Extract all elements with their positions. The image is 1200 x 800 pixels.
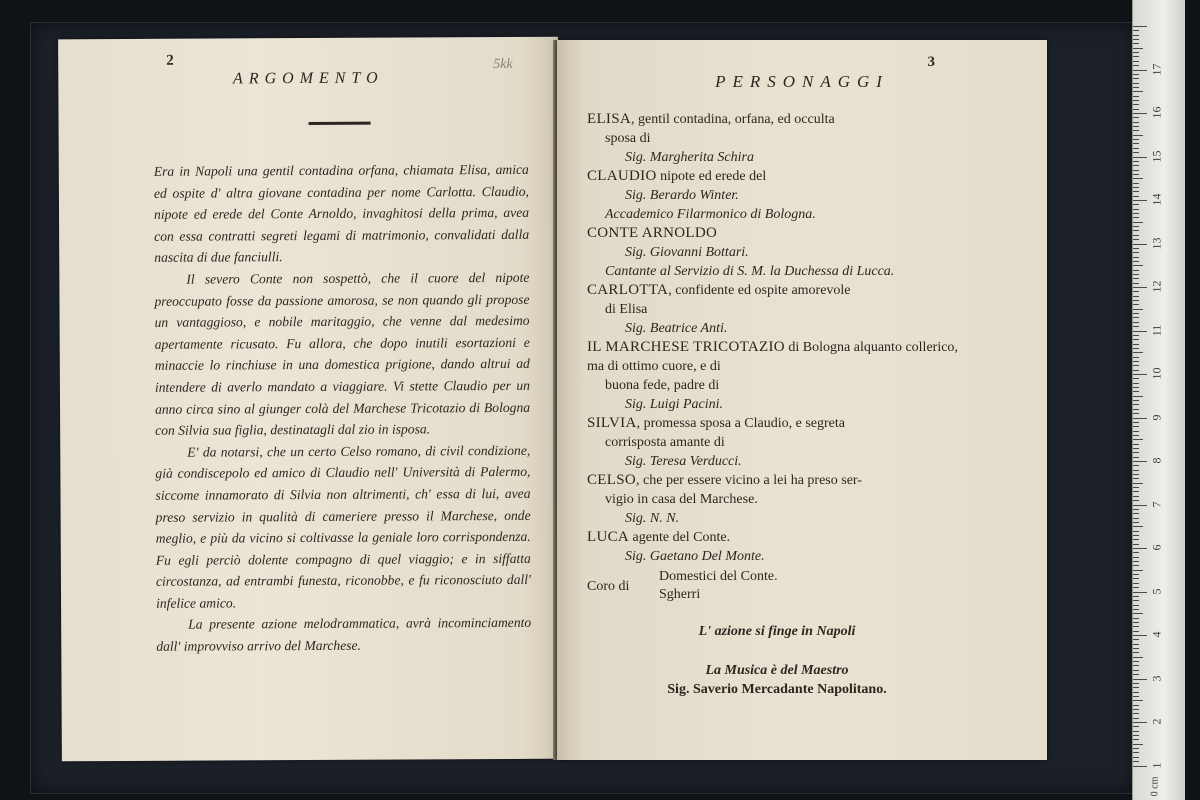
character-name: LUCA xyxy=(587,529,630,545)
ruler-tick xyxy=(1133,596,1139,597)
right-page xyxy=(557,40,1047,760)
ruler-tick xyxy=(1133,135,1143,136)
ruler-tick xyxy=(1133,222,1143,223)
ruler-number: 3 xyxy=(1149,675,1164,681)
ruler-tick xyxy=(1133,352,1143,353)
ruler-tick xyxy=(1133,309,1143,310)
ruler-tick xyxy=(1133,74,1139,75)
ruler-tick xyxy=(1133,387,1139,388)
ruler-tick xyxy=(1133,174,1139,175)
character-name: CELSO xyxy=(587,472,637,488)
ruler-tick xyxy=(1133,170,1139,171)
ruler-tick xyxy=(1133,470,1139,471)
setting-line: L' azione si finge in Napoli xyxy=(698,624,856,639)
coro-block xyxy=(587,568,967,604)
ruler-tick xyxy=(1133,391,1139,392)
ruler-tick xyxy=(1133,413,1139,414)
ruler-tick xyxy=(1133,370,1139,371)
ruler-tick xyxy=(1133,522,1139,523)
ruler-tick xyxy=(1133,100,1139,101)
singer-name: Sig. Berardo Winter. xyxy=(625,188,739,203)
ruler-tick xyxy=(1133,157,1147,158)
ruler-tick xyxy=(1133,644,1139,645)
character-name: CONTE ARNOLDO xyxy=(587,225,718,241)
ruler-tick xyxy=(1133,113,1147,114)
ruler-tick xyxy=(1133,191,1139,192)
ruler-tick xyxy=(1133,465,1139,466)
ruler-tick xyxy=(1133,578,1139,579)
ruler-tick xyxy=(1133,48,1143,49)
ruler-tick xyxy=(1133,648,1139,649)
character-name: ELISA xyxy=(587,111,631,127)
ruler-tick xyxy=(1133,200,1147,201)
singer-name: Sig. Gaetano Del Monte. xyxy=(625,549,765,564)
character-name: SILVIA xyxy=(587,415,637,431)
ruler-tick xyxy=(1133,396,1143,397)
ruler-tick xyxy=(1133,679,1147,680)
ruler-tick xyxy=(1133,574,1139,575)
ruler-tick xyxy=(1133,404,1139,405)
ruler-tick xyxy=(1133,609,1139,610)
ruler-tick xyxy=(1133,35,1139,36)
ruler-tick xyxy=(1133,96,1139,97)
ruler-tick xyxy=(1133,748,1139,749)
ruler-tick xyxy=(1133,539,1139,540)
ruler-tick xyxy=(1133,491,1139,492)
character-description: , che per essere vicino a lei ha preso ser- xyxy=(636,473,862,488)
ruler-tick xyxy=(1133,696,1139,697)
ruler-tick xyxy=(1133,639,1139,640)
character-description: di Bologna alquanto collerico, ma di ottimo cuore, e di xyxy=(587,340,958,374)
measurement-ruler xyxy=(1132,0,1185,800)
ruler-tick xyxy=(1133,83,1139,84)
ruler-tick xyxy=(1133,761,1139,762)
ruler-tick xyxy=(1133,361,1139,362)
ruler-tick xyxy=(1133,713,1139,714)
ruler-tick xyxy=(1133,265,1143,266)
character-entry xyxy=(587,338,967,414)
ruler-tick xyxy=(1133,513,1139,514)
ruler-tick xyxy=(1133,665,1139,666)
ruler-tick xyxy=(1133,605,1139,606)
singer-note: Accademico Filarmonico di Bologna. xyxy=(605,207,816,222)
ruler-tick xyxy=(1133,235,1139,236)
ruler-number: 11 xyxy=(1149,324,1164,336)
ruler-tick xyxy=(1133,270,1139,271)
ruler-tick xyxy=(1133,409,1139,410)
ruler-tick xyxy=(1133,622,1139,623)
heading-rule xyxy=(309,122,371,125)
character-entry xyxy=(587,471,967,528)
ruler-tick xyxy=(1133,444,1139,445)
ruler-tick xyxy=(1133,331,1147,332)
ruler-tick xyxy=(1133,570,1143,571)
ruler-tick xyxy=(1133,117,1139,118)
coro-item: Sgherri xyxy=(659,587,701,602)
paragraph-4: La presente azione melodrammatica, avrà incominciamento dall' improvviso arrivo del Marchese. xyxy=(156,615,532,654)
ruler-tick xyxy=(1133,56,1139,57)
music-line-2: Sig. Saverio Mercadante Napolitano. xyxy=(667,682,887,697)
ruler-tick xyxy=(1133,122,1139,123)
ruler-tick xyxy=(1133,91,1143,92)
ruler-tick xyxy=(1133,657,1143,658)
ruler-tick xyxy=(1133,518,1139,519)
music-line-1: La Musica è del Maestro xyxy=(705,663,849,678)
character-entry xyxy=(587,414,967,471)
ruler-tick xyxy=(1133,587,1139,588)
ruler-number: 13 xyxy=(1149,237,1164,249)
ruler-tick xyxy=(1133,718,1139,719)
ruler-tick xyxy=(1133,239,1139,240)
ruler-tick xyxy=(1133,261,1139,262)
character-description: , promessa sposa a Claudio, e segreta xyxy=(636,416,845,431)
character-description-cont: buona fede, padre di xyxy=(605,378,720,393)
ruler-tick xyxy=(1133,709,1139,710)
ruler-tick xyxy=(1133,296,1139,297)
ruler-tick xyxy=(1133,187,1139,188)
ruler-tick xyxy=(1133,618,1139,619)
ruler-tick xyxy=(1133,209,1139,210)
ruler-tick xyxy=(1133,426,1139,427)
character-entry xyxy=(587,224,967,281)
ruler-number: 1 xyxy=(1149,762,1164,768)
ruler-tick xyxy=(1133,722,1147,723)
ruler-tick xyxy=(1133,439,1143,440)
ruler-tick xyxy=(1133,43,1139,44)
ruler-tick xyxy=(1133,592,1147,593)
right-page-heading: PERSONAGGI xyxy=(715,72,889,91)
ruler-tick xyxy=(1133,431,1139,432)
left-page xyxy=(58,37,562,762)
paragraph-1: Era in Napoli una gentil contadina orfana, chiamata Elisa, amica ed ospite d' altra giovane contadina per nome Carlotta. Claudio, nipote ed erede del Conte Arnoldo, invaghitosi della prima, avea con essa contratti segreti legami di matrimonio, convalidati dalla nascita di due fanciulli. xyxy=(153,161,530,266)
character-entry xyxy=(587,167,967,224)
ruler-tick xyxy=(1133,161,1139,162)
singer-name: Sig. Luigi Pacini. xyxy=(625,397,723,412)
ruler-tick xyxy=(1133,152,1139,153)
ruler-tick xyxy=(1133,478,1139,479)
ruler-unit: 0 cm xyxy=(1149,776,1161,797)
ruler-tick xyxy=(1133,65,1139,66)
ruler-tick xyxy=(1133,165,1139,166)
ruler-tick xyxy=(1133,274,1139,275)
ruler-tick xyxy=(1133,183,1139,184)
coro-item: Domestici del Conte. xyxy=(659,569,778,584)
ruler-tick xyxy=(1133,561,1139,562)
singer-name: Sig. Teresa Verducci. xyxy=(625,454,742,469)
character-description: , confidente ed ospite amorevole xyxy=(668,283,851,298)
ruler-tick xyxy=(1133,322,1139,323)
ruler-tick xyxy=(1133,474,1139,475)
ruler-tick xyxy=(1133,544,1139,545)
ruler-tick xyxy=(1133,635,1147,636)
ruler-tick xyxy=(1133,557,1139,558)
ruler-number: 4 xyxy=(1149,631,1164,638)
ruler-tick xyxy=(1133,196,1139,197)
ruler-number: 6 xyxy=(1149,544,1164,551)
ruler-tick xyxy=(1133,378,1139,379)
coro-label: Coro di xyxy=(587,578,630,594)
ruler-tick xyxy=(1133,726,1139,727)
ruler-tick xyxy=(1133,230,1139,231)
ruler-tick xyxy=(1133,87,1139,88)
ruler-tick xyxy=(1133,30,1139,31)
ruler-tick xyxy=(1133,291,1139,292)
ruler-tick xyxy=(1133,357,1139,358)
ruler-tick xyxy=(1133,418,1147,419)
ruler-tick xyxy=(1133,744,1143,745)
ruler-tick xyxy=(1133,548,1147,549)
ruler-tick xyxy=(1133,252,1139,253)
ruler-tick xyxy=(1133,670,1139,671)
ruler-tick xyxy=(1133,400,1139,401)
ruler-tick xyxy=(1133,500,1139,501)
ruler-tick xyxy=(1133,300,1139,301)
ruler-tick xyxy=(1133,731,1139,732)
ruler-tick xyxy=(1133,683,1139,684)
ruler-tick xyxy=(1133,148,1139,149)
character-description-cont: di Elisa xyxy=(605,302,648,317)
left-page-heading: ARGOMENTO xyxy=(232,69,384,88)
singer-name: Sig. N. N. xyxy=(625,511,680,526)
ruler-tick xyxy=(1133,130,1139,131)
ruler-tick xyxy=(1133,52,1139,53)
ruler-tick xyxy=(1133,700,1143,701)
ruler-tick xyxy=(1133,631,1139,632)
ruler-number: 15 xyxy=(1149,150,1164,162)
character-entry xyxy=(587,281,967,338)
ruler-tick xyxy=(1133,213,1139,214)
ruler-tick xyxy=(1133,526,1143,527)
ruler-number: 10 xyxy=(1149,367,1164,380)
paragraph-2: Il severo Conte non sospettò, che il cuore del nipote preoccupato fosse da passione amorosa, se non quando gli propose un vantaggioso, e nobile maritaggio, che venne dal medesimo apertamente ricusato. Fu allora, che dopo inutili esortazioni e minaccie lo rinchiuse in una domestica prigione, dando altrui ad intendere di averlo mandato a viaggiare. Vi stette Claudio per un anno circa sino al giunger colà del Marchese Tricotazio di Bologna con Silvia sua figlia, destinatagli dal zio in isposa. xyxy=(154,269,531,438)
left-page-number: 2 xyxy=(166,52,174,69)
ruler-tick xyxy=(1133,109,1139,110)
character-name: CLAUDIO xyxy=(587,168,657,184)
ruler-tick xyxy=(1133,496,1139,497)
ruler-tick xyxy=(1133,317,1139,318)
singer-name: Sig. Margherita Schira xyxy=(625,150,754,165)
character-description-cont: corrisposta amante di xyxy=(605,435,725,450)
ruler-tick xyxy=(1133,335,1139,336)
ruler-tick xyxy=(1133,287,1147,288)
ruler-tick xyxy=(1133,705,1139,706)
ruler-tick xyxy=(1133,61,1139,62)
ruler-tick xyxy=(1133,248,1139,249)
ruler-tick xyxy=(1133,126,1139,127)
ruler-tick xyxy=(1133,531,1139,532)
ruler-tick xyxy=(1133,552,1139,553)
ruler-tick xyxy=(1133,661,1139,662)
ruler-tick xyxy=(1133,422,1139,423)
characters-list xyxy=(587,110,967,699)
ruler-tick xyxy=(1133,313,1139,314)
character-name: CARLOTTA xyxy=(587,282,669,298)
right-page-number: 3 xyxy=(927,54,935,70)
ruler-tick xyxy=(1133,339,1139,340)
character-entry xyxy=(587,528,967,566)
argomento-text xyxy=(154,159,532,658)
ruler-tick xyxy=(1133,652,1139,653)
ruler-number: 12 xyxy=(1149,280,1164,293)
ruler-tick xyxy=(1133,757,1139,758)
character-description: agente del Conte. xyxy=(629,530,731,545)
ruler-tick xyxy=(1133,766,1147,767)
ruler-tick xyxy=(1133,583,1139,584)
singer-name: Sig. Beatrice Anti. xyxy=(625,321,728,336)
pencil-note: 5kk xyxy=(493,56,513,73)
ruler-tick xyxy=(1133,674,1139,675)
ruler-tick xyxy=(1133,226,1139,227)
ruler-tick xyxy=(1133,244,1147,245)
ruler-tick xyxy=(1133,461,1147,462)
character-name: IL MARCHESE TRICOTAZIO xyxy=(587,339,785,355)
ruler-tick xyxy=(1133,365,1139,366)
ruler-number: 7 xyxy=(1149,501,1164,507)
ruler-tick xyxy=(1133,626,1139,627)
ruler-tick xyxy=(1133,143,1139,144)
ruler-tick xyxy=(1133,535,1139,536)
ruler-tick xyxy=(1133,448,1139,449)
character-description: , gentil contadina, orfana, ed occulta xyxy=(631,112,835,127)
character-description: nipote ed erede del xyxy=(656,169,767,184)
ruler-tick xyxy=(1133,278,1139,279)
ruler-tick xyxy=(1133,217,1139,218)
ruler-tick xyxy=(1133,139,1139,140)
ruler-tick xyxy=(1133,326,1139,327)
ruler-tick xyxy=(1133,104,1139,105)
ruler-tick xyxy=(1133,348,1139,349)
ruler-tick xyxy=(1133,178,1143,179)
ruler-tick xyxy=(1133,257,1139,258)
ruler-tick xyxy=(1133,383,1139,384)
ruler-tick xyxy=(1133,452,1139,453)
paragraph-3: E' da notarsi, che un certo Celso romano, di civil condizione, già condiscepolo ed amico di Claudio nell' Università di Palermo, siccome innamorato di Silvia non altrimenti, ch' essa di lui, avea preso servizio in qualità di cameriere presso il Marchese, onde meglio, e più da vicino si coltivasse la geniale loro corrispondenza. Fu egli perciò dolente compagno di quel viaggio; e in siffatta circostanza, ad entrambi funesta, riconobbe, e fu riconosciuto dall' infelice amico. xyxy=(155,442,531,611)
ruler-tick xyxy=(1133,509,1139,510)
ruler-tick xyxy=(1133,39,1139,40)
ruler-tick xyxy=(1133,692,1139,693)
singer-name: Sig. Giovanni Bottari. xyxy=(625,245,749,260)
character-entry xyxy=(587,110,967,167)
ruler-tick xyxy=(1133,735,1139,736)
ruler-tick xyxy=(1133,70,1147,71)
ruler-tick xyxy=(1133,26,1147,27)
ruler-tick xyxy=(1133,304,1139,305)
ruler-tick xyxy=(1133,613,1143,614)
ruler-tick xyxy=(1133,600,1139,601)
ruler-tick xyxy=(1133,752,1139,753)
ruler-number: 14 xyxy=(1149,193,1164,206)
ruler-number: 16 xyxy=(1149,106,1164,119)
ruler-number: 17 xyxy=(1149,63,1164,75)
ruler-tick xyxy=(1133,457,1139,458)
singer-note: Cantante al Servizio di S. M. la Duchessa di Lucca. xyxy=(605,264,895,279)
ruler-tick xyxy=(1133,565,1139,566)
ruler-tick xyxy=(1133,204,1139,205)
ruler-tick xyxy=(1133,739,1139,740)
character-description-cont: vigio in casa del Marchese. xyxy=(605,492,758,507)
ruler-tick xyxy=(1133,435,1139,436)
ruler-tick xyxy=(1133,374,1147,375)
ruler-number: 5 xyxy=(1149,588,1164,594)
character-description-cont: sposa di xyxy=(605,131,651,146)
ruler-tick xyxy=(1133,505,1147,506)
ruler-tick xyxy=(1133,687,1139,688)
ruler-number: 2 xyxy=(1149,718,1164,725)
ruler-number: 9 xyxy=(1149,414,1164,420)
ruler-tick xyxy=(1133,483,1143,484)
ruler-number: 8 xyxy=(1149,457,1164,464)
ruler-tick xyxy=(1133,283,1139,284)
ruler-tick xyxy=(1133,78,1139,79)
ruler-tick xyxy=(1133,344,1139,345)
ruler-tick xyxy=(1133,487,1139,488)
